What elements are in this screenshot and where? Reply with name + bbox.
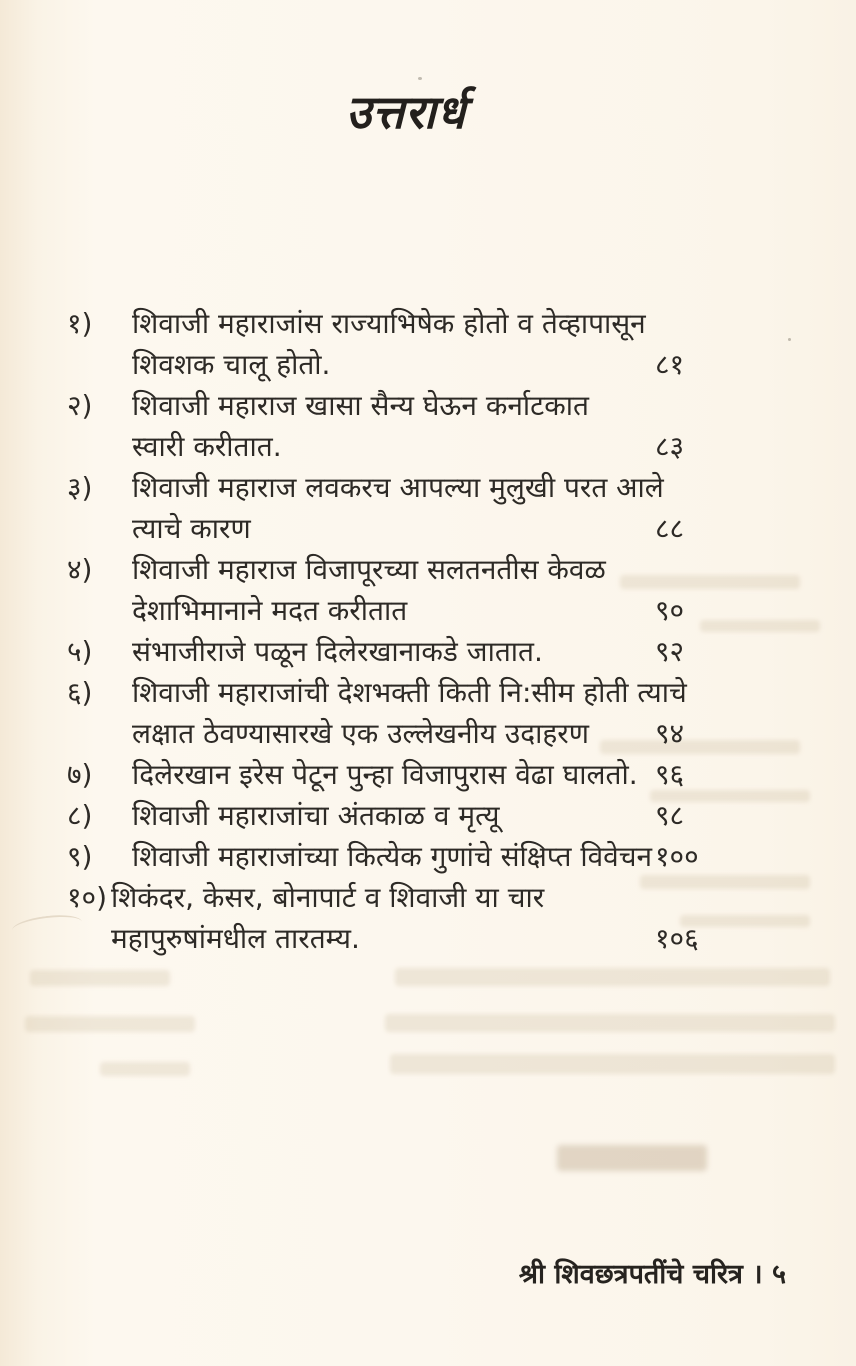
entry-text bbox=[132, 754, 789, 795]
toc-entry bbox=[67, 754, 789, 795]
entry-line: संभाजीराजे पळून दिलेरखानाकडे जातात. bbox=[132, 635, 543, 668]
entry-page-number: ९० bbox=[655, 594, 685, 627]
entry-text bbox=[132, 795, 789, 836]
showthrough-mark bbox=[25, 1016, 195, 1032]
entry-number: ६) bbox=[67, 676, 93, 709]
showthrough-signature bbox=[557, 1145, 707, 1171]
entry-number: १) bbox=[67, 307, 93, 340]
entry-number: ९) bbox=[67, 840, 93, 873]
entry-number: ३) bbox=[67, 471, 93, 504]
entry-text bbox=[132, 549, 789, 631]
entry-page-number: ९४ bbox=[655, 717, 685, 750]
toc-entry bbox=[67, 795, 789, 836]
entry-page-number: ९२ bbox=[655, 635, 685, 668]
table-of-contents bbox=[67, 303, 789, 959]
entry-line: शिवाजी महाराजांस राज्याभिषेक होतो व तेव्हापासून bbox=[132, 307, 646, 340]
page-footer: श्री शिवछत्रपतींचे चरित्र । ५ bbox=[518, 1259, 786, 1290]
toc-entry bbox=[67, 877, 789, 959]
toc-entry bbox=[67, 467, 789, 549]
toc-entry bbox=[67, 672, 789, 754]
toc-entry bbox=[67, 385, 789, 467]
entry-line: शिवाजी महाराज खासा सैन्य घेऊन कर्नाटकात bbox=[132, 389, 589, 422]
showthrough-mark bbox=[395, 968, 830, 986]
entry-line: लक्षात ठेवण्यासारखे एक उल्लेखनीय उदाहरण bbox=[132, 717, 589, 750]
toc-entry bbox=[67, 836, 789, 877]
entry-text bbox=[132, 303, 789, 385]
entry-text bbox=[132, 631, 789, 672]
entry-line: शिवशक चालू होतो. bbox=[132, 348, 331, 381]
entry-number: १०) bbox=[67, 881, 108, 914]
entry-page-number: ८८ bbox=[655, 512, 685, 545]
scan-speck bbox=[418, 77, 422, 80]
entry-number: ७) bbox=[67, 758, 93, 791]
entry-line: शिवाजी महाराजांची देशभक्ती किती नि:सीम होती त्याचे bbox=[132, 676, 687, 709]
entry-number: २) bbox=[67, 389, 93, 422]
showthrough-mark bbox=[390, 1054, 835, 1074]
entry-number: ५) bbox=[67, 635, 93, 668]
entry-line: शिवाजी महाराज लवकरच आपल्या मुलुखी परत आले bbox=[132, 471, 664, 504]
entry-text bbox=[132, 467, 789, 549]
entry-number: ४) bbox=[67, 553, 93, 586]
entry-page-number: ८३ bbox=[655, 430, 685, 463]
entry-line: देशाभिमानाने मदत करीतात bbox=[132, 594, 408, 627]
showthrough-mark bbox=[385, 1014, 835, 1032]
entry-text bbox=[132, 385, 789, 467]
entry-number: ८) bbox=[67, 799, 93, 832]
entry-line: शिवाजी महाराज विजापूरच्या सलतनतीस केवळ bbox=[132, 553, 606, 586]
showthrough-mark bbox=[100, 1062, 190, 1076]
entry-line: महापुरुषांमधील तारतम्य. bbox=[111, 922, 360, 955]
entry-line: स्वारी करीतात. bbox=[132, 430, 282, 463]
entry-text bbox=[132, 672, 789, 754]
entry-page-number: ८१ bbox=[655, 348, 685, 381]
toc-entry bbox=[67, 303, 789, 385]
entry-page-number: ९८ bbox=[655, 799, 685, 832]
toc-entry bbox=[67, 549, 789, 631]
entry-line: शिवाजी महाराजांच्या कित्येक गुणांचे संक्षिप्त विवेचन bbox=[132, 840, 653, 873]
page-title: उत्तरार्ध bbox=[345, 85, 466, 139]
toc-entry bbox=[67, 631, 789, 672]
entry-line: दिलेरखान इरेस पेटून पुन्हा विजापुरास वेढा घालतो. bbox=[132, 758, 638, 791]
entry-line: शिकंदर, केसर, बोनापार्ट व शिवाजी या चार bbox=[111, 881, 545, 914]
entry-page-number: ९६ bbox=[655, 758, 685, 791]
entry-line: त्याचे कारण bbox=[132, 512, 251, 545]
showthrough-mark bbox=[30, 970, 170, 986]
entry-page-number: १०६ bbox=[655, 922, 699, 955]
entry-page-number: १०० bbox=[655, 840, 699, 873]
entry-line: शिवाजी महाराजांचा अंतकाळ व मृत्यू bbox=[132, 799, 500, 832]
